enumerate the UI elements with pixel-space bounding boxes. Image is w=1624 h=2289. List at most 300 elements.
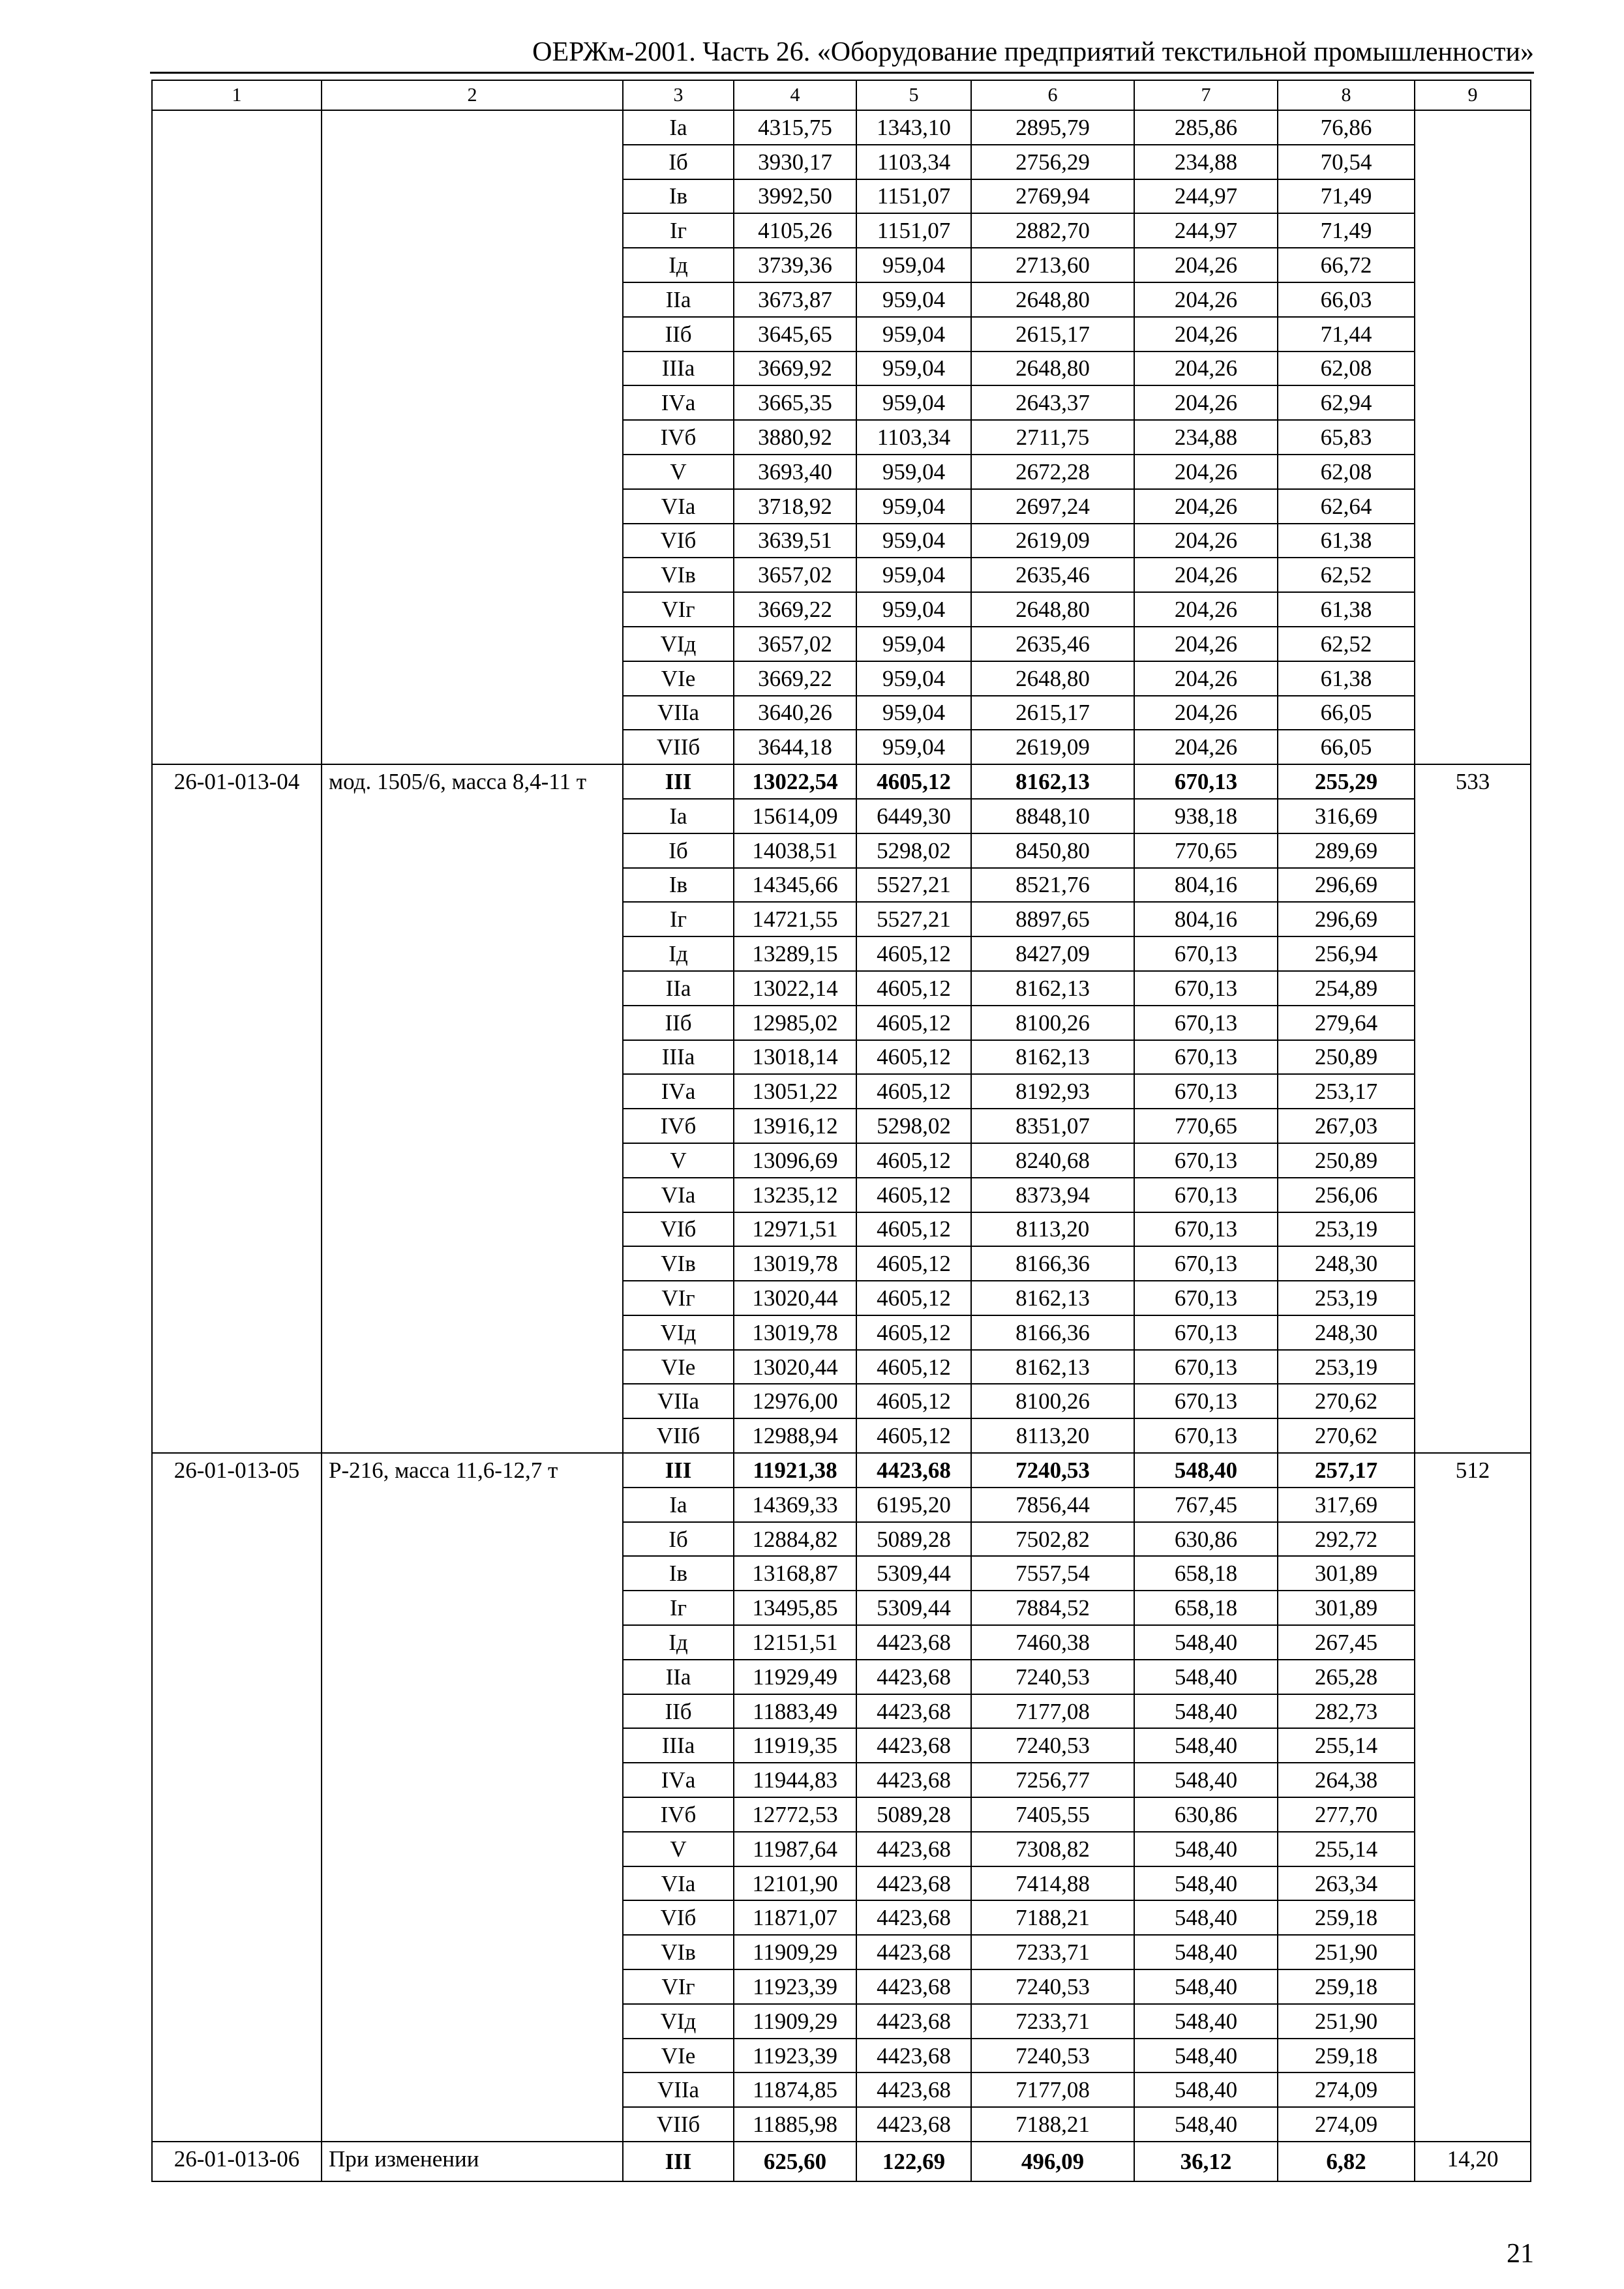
value-cell: 548,40: [1134, 1660, 1278, 1694]
value-cell: 496,09: [971, 2142, 1134, 2181]
value-cell: 11929,49: [734, 1660, 856, 1694]
value-cell: 13022,14: [734, 971, 856, 1006]
value-cell: 263,34: [1278, 1866, 1415, 1901]
value-cell: 8162,13: [971, 1281, 1134, 1315]
value-cell: 548,40: [1134, 1625, 1278, 1660]
value-cell: 122,69: [856, 2142, 971, 2181]
value-cell: 7240,53: [971, 2039, 1134, 2073]
zone-class-cell: Iд: [623, 936, 734, 971]
value-cell: 2635,46: [971, 558, 1134, 592]
value-cell: 204,26: [1134, 352, 1278, 386]
zone-class-cell: Iг: [623, 213, 734, 248]
value-cell: 4423,68: [856, 1969, 971, 2004]
zone-class-cell: Iб: [623, 145, 734, 179]
value-cell: 204,26: [1134, 661, 1278, 696]
value-cell: 11944,83: [734, 1763, 856, 1797]
value-cell: 265,28: [1278, 1660, 1415, 1694]
value-cell: 4423,68: [856, 1935, 971, 1969]
value-cell: 630,86: [1134, 1522, 1278, 1557]
value-cell: 670,13: [1134, 1246, 1278, 1281]
value-cell: 62,94: [1278, 385, 1415, 420]
column-number-9: 9: [1415, 80, 1531, 110]
value-cell: 244,97: [1134, 179, 1278, 214]
value-cell: 2895,79: [971, 110, 1134, 145]
value-cell: 548,40: [1134, 2039, 1278, 2073]
zone-class-cell: VIг: [623, 1969, 734, 2004]
value-cell: 76,86: [1278, 110, 1415, 145]
value-cell: 253,19: [1278, 1212, 1415, 1247]
value-cell: 5298,02: [856, 833, 971, 868]
value-cell: 36,12: [1134, 2142, 1278, 2181]
value-cell: 4605,12: [856, 1143, 971, 1178]
table-row: [152, 1453, 1531, 1488]
rate-code-cell: 26-01-013-06: [152, 2142, 322, 2181]
value-cell: 13020,44: [734, 1350, 856, 1384]
zone-class-cell: VIе: [623, 1350, 734, 1384]
value-cell: 11919,35: [734, 1728, 856, 1763]
zone-class-cell: VIе: [623, 2039, 734, 2073]
value-cell: 4605,12: [856, 1350, 971, 1384]
value-cell: 62,08: [1278, 352, 1415, 386]
value-cell: 285,86: [1134, 110, 1278, 145]
value-cell: 279,64: [1278, 1006, 1415, 1040]
value-cell: 4605,12: [856, 971, 971, 1006]
value-cell: 13051,22: [734, 1074, 856, 1109]
rate-code-cell: [152, 110, 322, 764]
column-number-row: [152, 80, 1531, 110]
value-cell: 11909,29: [734, 1935, 856, 1969]
value-cell: 4605,12: [856, 1006, 971, 1040]
value-cell: 6195,20: [856, 1488, 971, 1522]
value-cell: 6,82: [1278, 2142, 1415, 2181]
zone-class-cell: VIIа: [623, 1384, 734, 1418]
value-cell: 14038,51: [734, 833, 856, 868]
value-cell: 7188,21: [971, 1900, 1134, 1935]
value-cell: 4605,12: [856, 936, 971, 971]
value-cell: 670,13: [1134, 1178, 1278, 1212]
value-cell: 274,09: [1278, 2072, 1415, 2107]
value-cell: 670,13: [1134, 1006, 1278, 1040]
value-cell: 670,13: [1134, 1074, 1278, 1109]
value-cell: 804,16: [1134, 902, 1278, 936]
value-cell: 3739,36: [734, 248, 856, 282]
zone-class-cell: IVа: [623, 1763, 734, 1797]
value-cell: 548,40: [1134, 1900, 1278, 1935]
table-body: [152, 80, 1531, 2181]
zone-class-cell: Iд: [623, 248, 734, 282]
value-cell: 670,13: [1134, 1281, 1278, 1315]
equipment-name-cell: [322, 110, 623, 764]
value-cell: 3657,02: [734, 627, 856, 661]
value-cell: 7240,53: [971, 1660, 1134, 1694]
zone-class-cell: Iв: [623, 868, 734, 903]
value-cell: 8351,07: [971, 1109, 1134, 1143]
value-cell: 7177,08: [971, 2072, 1134, 2107]
value-cell: 11923,39: [734, 2039, 856, 2073]
value-cell: 301,89: [1278, 1556, 1415, 1591]
zone-class-cell: Iб: [623, 833, 734, 868]
value-cell: 959,04: [856, 661, 971, 696]
zone-class-cell: Iд: [623, 1625, 734, 1660]
zone-class-cell: Iв: [623, 179, 734, 214]
value-cell: 256,06: [1278, 1178, 1415, 1212]
zone-class-cell: VIIа: [623, 2072, 734, 2107]
value-cell: 12971,51: [734, 1212, 856, 1247]
value-cell: 4423,68: [856, 2039, 971, 2073]
value-cell: 62,64: [1278, 489, 1415, 524]
value-cell: 251,90: [1278, 1935, 1415, 1969]
value-cell: 5527,21: [856, 868, 971, 903]
value-cell: 4423,68: [856, 2107, 971, 2142]
value-cell: 12101,90: [734, 1866, 856, 1901]
value-cell: 3880,92: [734, 420, 856, 455]
value-cell: 658,18: [1134, 1591, 1278, 1625]
value-cell: 7405,55: [971, 1797, 1134, 1832]
rate-code-cell: 26-01-013-05: [152, 1453, 322, 2142]
value-cell: 12976,00: [734, 1384, 856, 1418]
value-cell: 204,26: [1134, 282, 1278, 317]
value-cell: 8162,13: [971, 971, 1134, 1006]
zone-class-cell: Iа: [623, 799, 734, 833]
value-cell: 4423,68: [856, 1625, 971, 1660]
value-cell: 3992,50: [734, 179, 856, 214]
value-cell: 14721,55: [734, 902, 856, 936]
value-cell: 3718,92: [734, 489, 856, 524]
value-cell: 234,88: [1134, 145, 1278, 179]
value-cell: 548,40: [1134, 1763, 1278, 1797]
value-cell: 204,26: [1134, 317, 1278, 352]
value-cell: 2697,24: [971, 489, 1134, 524]
value-cell: 270,62: [1278, 1418, 1415, 1453]
table-row: [152, 110, 1531, 145]
value-cell: 548,40: [1134, 1694, 1278, 1729]
value-cell: 5089,28: [856, 1797, 971, 1832]
value-cell: 62,52: [1278, 627, 1415, 661]
value-cell: 13495,85: [734, 1591, 856, 1625]
value-cell: 3673,87: [734, 282, 856, 317]
value-cell: 264,38: [1278, 1763, 1415, 1797]
value-cell: 959,04: [856, 730, 971, 764]
value-cell: 3669,22: [734, 661, 856, 696]
value-cell: 3639,51: [734, 524, 856, 558]
value-cell: 4605,12: [856, 1418, 971, 1453]
value-cell: 2756,29: [971, 145, 1134, 179]
zone-class-cell: IIа: [623, 282, 734, 317]
zone-class-cell: IIа: [623, 1660, 734, 1694]
value-cell: 204,26: [1134, 455, 1278, 489]
zone-class-cell: VIв: [623, 558, 734, 592]
value-cell: 5527,21: [856, 902, 971, 936]
value-cell: 248,30: [1278, 1315, 1415, 1350]
value-cell: 14345,66: [734, 868, 856, 903]
column-number-2: 2: [322, 80, 623, 110]
zone-class-cell: IIIа: [623, 1728, 734, 1763]
value-cell: 1343,10: [856, 110, 971, 145]
page-header-title: ОЕРЖм-2001. Часть 26. «Оборудование предприятий текстильной промышленности»: [532, 37, 1534, 67]
value-cell: 301,89: [1278, 1591, 1415, 1625]
value-cell: 7460,38: [971, 1625, 1134, 1660]
value-cell: 62,08: [1278, 455, 1415, 489]
value-cell: 7233,71: [971, 2004, 1134, 2039]
zone-class-cell: VIб: [623, 524, 734, 558]
value-cell: 13168,87: [734, 1556, 856, 1591]
value-cell: 244,97: [1134, 213, 1278, 248]
value-cell: 8100,26: [971, 1006, 1134, 1040]
value-cell: 548,40: [1134, 2107, 1278, 2142]
column-9-cell: 512: [1415, 1453, 1531, 2142]
value-cell: 12772,53: [734, 1797, 856, 1832]
value-cell: 274,09: [1278, 2107, 1415, 2142]
value-cell: 270,62: [1278, 1384, 1415, 1418]
value-cell: 3665,35: [734, 385, 856, 420]
value-cell: 11921,38: [734, 1453, 856, 1488]
column-number-7: 7: [1134, 80, 1278, 110]
value-cell: 11987,64: [734, 1832, 856, 1866]
value-cell: 938,18: [1134, 799, 1278, 833]
value-cell: 959,04: [856, 455, 971, 489]
value-cell: 292,72: [1278, 1522, 1415, 1557]
value-cell: 254,89: [1278, 971, 1415, 1006]
value-cell: 5309,44: [856, 1591, 971, 1625]
value-cell: 317,69: [1278, 1488, 1415, 1522]
value-cell: 2713,60: [971, 248, 1134, 282]
value-cell: 8162,13: [971, 1040, 1134, 1075]
value-cell: 3657,02: [734, 558, 856, 592]
value-cell: 296,69: [1278, 868, 1415, 903]
value-cell: 3640,26: [734, 696, 856, 730]
zone-class-cell: IIIа: [623, 1040, 734, 1075]
column-number-3: 3: [623, 80, 734, 110]
zone-class-cell: V: [623, 455, 734, 489]
value-cell: 255,29: [1278, 764, 1415, 799]
value-cell: 959,04: [856, 558, 971, 592]
value-cell: 670,13: [1134, 1143, 1278, 1178]
value-cell: 5309,44: [856, 1556, 971, 1591]
value-cell: 6449,30: [856, 799, 971, 833]
value-cell: 4423,68: [856, 1728, 971, 1763]
value-cell: 282,73: [1278, 1694, 1415, 1729]
value-cell: 548,40: [1134, 2004, 1278, 2039]
value-cell: 204,26: [1134, 696, 1278, 730]
value-cell: 204,26: [1134, 592, 1278, 627]
value-cell: 204,26: [1134, 730, 1278, 764]
value-cell: 13096,69: [734, 1143, 856, 1178]
value-cell: 7177,08: [971, 1694, 1134, 1729]
value-cell: 204,26: [1134, 558, 1278, 592]
value-cell: 1151,07: [856, 179, 971, 214]
zone-class-cell: IVб: [623, 1109, 734, 1143]
zone-class-cell: VIа: [623, 1866, 734, 1901]
value-cell: 8848,10: [971, 799, 1134, 833]
zone-class-cell: VIг: [623, 1281, 734, 1315]
value-cell: 8162,13: [971, 764, 1134, 799]
value-cell: 259,18: [1278, 2039, 1415, 2073]
zone-class-cell: IIб: [623, 317, 734, 352]
zone-class-cell: IVа: [623, 385, 734, 420]
value-cell: 251,90: [1278, 2004, 1415, 2039]
zone-class-cell: Iа: [623, 1488, 734, 1522]
value-cell: 65,83: [1278, 420, 1415, 455]
value-cell: 12988,94: [734, 1418, 856, 1453]
value-cell: 959,04: [856, 592, 971, 627]
value-cell: 13022,54: [734, 764, 856, 799]
zone-class-cell: III: [623, 764, 734, 799]
value-cell: 11871,07: [734, 1900, 856, 1935]
value-cell: 7308,82: [971, 1832, 1134, 1866]
column-9-cell: [1415, 110, 1531, 764]
value-cell: 7240,53: [971, 1453, 1134, 1488]
zone-class-cell: VIб: [623, 1212, 734, 1247]
value-cell: 548,40: [1134, 1728, 1278, 1763]
value-cell: 4423,68: [856, 1900, 971, 1935]
value-cell: 670,13: [1134, 1315, 1278, 1350]
value-cell: 2672,28: [971, 455, 1134, 489]
value-cell: 2648,80: [971, 282, 1134, 317]
value-cell: 625,60: [734, 2142, 856, 2181]
value-cell: 61,38: [1278, 592, 1415, 627]
value-cell: 8240,68: [971, 1143, 1134, 1178]
zone-class-cell: III: [623, 2142, 734, 2181]
value-cell: 204,26: [1134, 248, 1278, 282]
value-cell: 1103,34: [856, 420, 971, 455]
zone-class-cell: IVа: [623, 1074, 734, 1109]
value-cell: 267,03: [1278, 1109, 1415, 1143]
value-cell: 66,72: [1278, 248, 1415, 282]
value-cell: 70,54: [1278, 145, 1415, 179]
value-cell: 13235,12: [734, 1178, 856, 1212]
zone-class-cell: IIб: [623, 1006, 734, 1040]
column-number-6: 6: [971, 80, 1134, 110]
value-cell: 2619,09: [971, 524, 1134, 558]
value-cell: 289,69: [1278, 833, 1415, 868]
value-cell: 4605,12: [856, 1281, 971, 1315]
value-cell: 7856,44: [971, 1488, 1134, 1522]
value-cell: 959,04: [856, 317, 971, 352]
value-cell: 4423,68: [856, 2072, 971, 2107]
value-cell: 4605,12: [856, 1074, 971, 1109]
value-cell: 4605,12: [856, 1246, 971, 1281]
value-cell: 250,89: [1278, 1143, 1415, 1178]
value-cell: 670,13: [1134, 1212, 1278, 1247]
value-cell: 7256,77: [971, 1763, 1134, 1797]
value-cell: 12884,82: [734, 1522, 856, 1557]
value-cell: 71,49: [1278, 213, 1415, 248]
value-cell: 253,19: [1278, 1281, 1415, 1315]
value-cell: 548,40: [1134, 1935, 1278, 1969]
value-cell: 548,40: [1134, 1969, 1278, 2004]
value-cell: 11874,85: [734, 2072, 856, 2107]
zone-class-cell: V: [623, 1143, 734, 1178]
value-cell: 3669,22: [734, 592, 856, 627]
zone-class-cell: IIб: [623, 1694, 734, 1729]
value-cell: 2711,75: [971, 420, 1134, 455]
value-cell: 15614,09: [734, 799, 856, 833]
zone-class-cell: VIб: [623, 1900, 734, 1935]
value-cell: 2648,80: [971, 352, 1134, 386]
value-cell: 8373,94: [971, 1178, 1134, 1212]
value-cell: 959,04: [856, 282, 971, 317]
value-cell: 7557,54: [971, 1556, 1134, 1591]
value-cell: 250,89: [1278, 1040, 1415, 1075]
value-cell: 13019,78: [734, 1246, 856, 1281]
value-cell: 4423,68: [856, 1763, 971, 1797]
value-cell: 3669,92: [734, 352, 856, 386]
value-cell: 4423,68: [856, 1453, 971, 1488]
value-cell: 11923,39: [734, 1969, 856, 2004]
zone-class-cell: Iа: [623, 110, 734, 145]
value-cell: 4423,68: [856, 2004, 971, 2039]
value-cell: 14369,33: [734, 1488, 856, 1522]
value-cell: 4423,68: [856, 1694, 971, 1729]
rate-code-cell: 26-01-013-04: [152, 764, 322, 1453]
page-number: 21: [1507, 2239, 1534, 2269]
zone-class-cell: VIIб: [623, 1418, 734, 1453]
value-cell: 1151,07: [856, 213, 971, 248]
value-cell: 248,30: [1278, 1246, 1415, 1281]
value-cell: 670,13: [1134, 1384, 1278, 1418]
value-cell: 8427,09: [971, 936, 1134, 971]
value-cell: 804,16: [1134, 868, 1278, 903]
value-cell: 670,13: [1134, 764, 1278, 799]
value-cell: 257,17: [1278, 1453, 1415, 1488]
value-cell: 8113,20: [971, 1212, 1134, 1247]
value-cell: 1103,34: [856, 145, 971, 179]
value-cell: 267,45: [1278, 1625, 1415, 1660]
value-cell: 4315,75: [734, 110, 856, 145]
value-cell: 658,18: [1134, 1556, 1278, 1591]
value-cell: 959,04: [856, 385, 971, 420]
equipment-name-cell: мод. 1505/6, масса 8,4-11 т: [322, 764, 623, 1453]
value-cell: 8521,76: [971, 868, 1134, 903]
column-number-4: 4: [734, 80, 856, 110]
value-cell: 4605,12: [856, 1040, 971, 1075]
zone-class-cell: IIа: [623, 971, 734, 1006]
value-cell: 253,19: [1278, 1350, 1415, 1384]
value-cell: 4423,68: [856, 1866, 971, 1901]
value-cell: 12985,02: [734, 1006, 856, 1040]
value-cell: 4605,12: [856, 1178, 971, 1212]
value-cell: 66,03: [1278, 282, 1415, 317]
value-cell: 71,44: [1278, 317, 1415, 352]
value-cell: 66,05: [1278, 696, 1415, 730]
value-cell: 316,69: [1278, 799, 1415, 833]
value-cell: 630,86: [1134, 1797, 1278, 1832]
value-cell: 8192,93: [971, 1074, 1134, 1109]
value-cell: 7240,53: [971, 1969, 1134, 2004]
value-cell: 959,04: [856, 627, 971, 661]
value-cell: 11909,29: [734, 2004, 856, 2039]
zone-class-cell: VIIб: [623, 2107, 734, 2142]
value-cell: 2615,17: [971, 696, 1134, 730]
value-cell: 255,14: [1278, 1728, 1415, 1763]
zone-class-cell: VIд: [623, 1315, 734, 1350]
value-cell: 277,70: [1278, 1797, 1415, 1832]
value-cell: 548,40: [1134, 1832, 1278, 1866]
value-cell: 670,13: [1134, 1040, 1278, 1075]
value-cell: 62,52: [1278, 558, 1415, 592]
value-cell: 2615,17: [971, 317, 1134, 352]
value-cell: 204,26: [1134, 385, 1278, 420]
value-cell: 5298,02: [856, 1109, 971, 1143]
value-cell: 670,13: [1134, 971, 1278, 1006]
zone-class-cell: VIе: [623, 661, 734, 696]
value-cell: 7188,21: [971, 2107, 1134, 2142]
zone-class-cell: Iб: [623, 1522, 734, 1557]
value-cell: 259,18: [1278, 1900, 1415, 1935]
value-cell: 4605,12: [856, 1384, 971, 1418]
value-cell: 4605,12: [856, 1315, 971, 1350]
value-cell: 7233,71: [971, 1935, 1134, 1969]
